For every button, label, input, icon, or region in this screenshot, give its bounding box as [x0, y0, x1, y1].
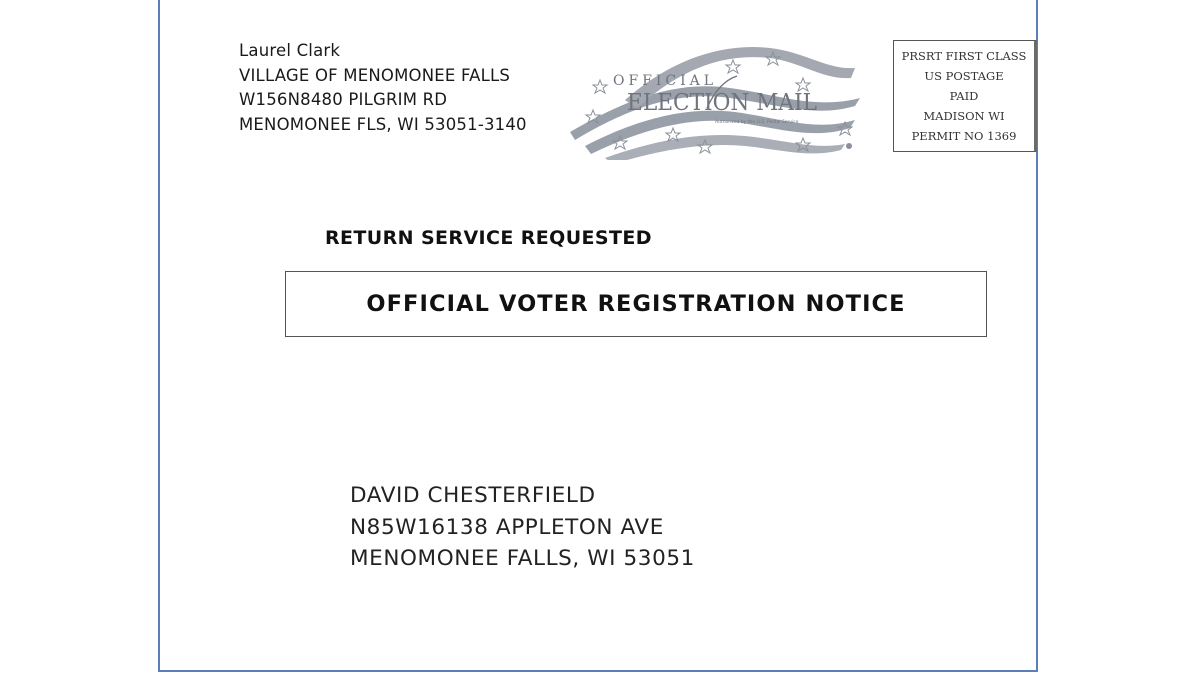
recipient-address: [350, 480, 695, 575]
sender-name: Laurel Clark: [239, 41, 341, 60]
notice-box: [285, 271, 987, 337]
official-election-mail-logo: [565, 40, 865, 160]
logo-tagline: Authorized by the U.S. Postal Service: [715, 120, 799, 125]
election-mail-flag-icon: [565, 40, 865, 160]
recipient-name: DAVID CHESTERFIELD: [350, 483, 596, 508]
notice-title: OFFICIAL VOTER REGISTRATION NOTICE: [366, 291, 906, 317]
postage-line4: MADISON WI: [923, 109, 1005, 123]
return-address: [239, 39, 527, 137]
postage-indicia: [893, 40, 1037, 152]
logo-line2: ELECTION MAIL: [627, 90, 817, 116]
logo-line1: OFFICIAL: [613, 73, 718, 89]
endorsement-line: RETURN SERVICE REQUESTED: [325, 227, 652, 249]
postage-line2: US POSTAGE: [924, 69, 1004, 83]
postage-line3: PAID: [949, 89, 979, 103]
sender-city-state-zip: MENOMONEE FLS, WI 53051-3140: [239, 114, 527, 134]
postage-line1: PRSRT FIRST CLASS: [901, 49, 1027, 63]
recipient-city-state-zip: MENOMONEE FALLS, WI 53051: [350, 546, 695, 571]
recipient-street: N85W16138 APPLETON AVE: [350, 514, 664, 540]
sender-street: W156N8480 PILGRIM RD: [239, 90, 448, 109]
postage-line5: PERMIT NO 1369: [911, 129, 1017, 143]
sender-organization: VILLAGE OF MENOMONEE FALLS: [239, 65, 511, 85]
